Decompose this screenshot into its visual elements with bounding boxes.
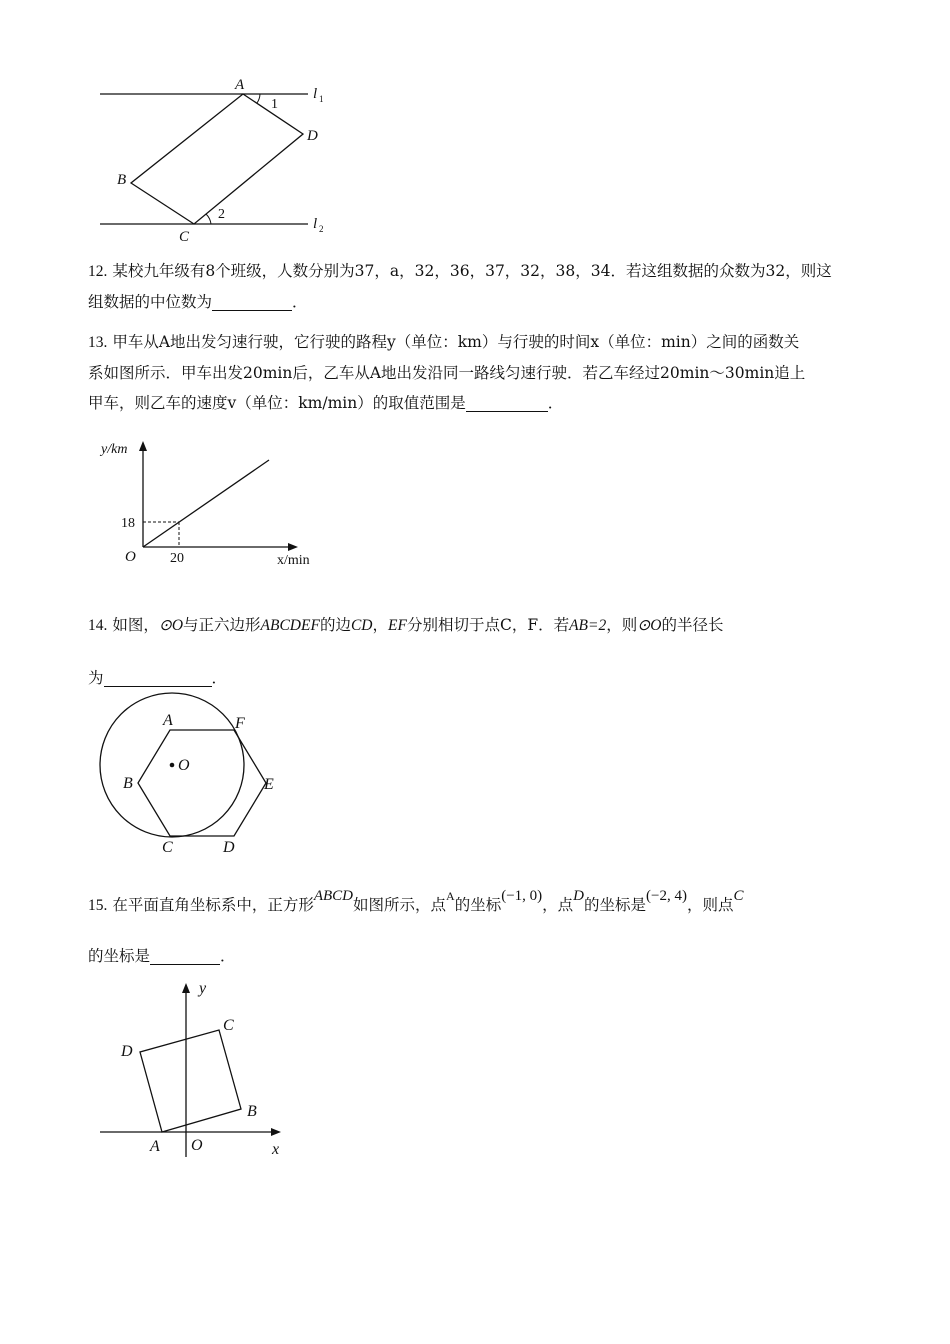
y-axis-label: y/km <box>101 442 128 457</box>
label-B: B <box>117 172 127 188</box>
q13-end: ． <box>547 394 564 412</box>
q15-point-c: C <box>733 888 744 904</box>
label-E: E <box>264 776 274 793</box>
q14-comma: ， <box>372 616 389 634</box>
q15-text-2: 的坐标是 <box>88 947 151 965</box>
q14-answer-blank[interactable] <box>104 668 212 687</box>
label-l2: l <box>313 216 318 232</box>
label-A: A <box>150 1138 160 1155</box>
q14-text-a: 与正六边形 <box>183 616 261 634</box>
question-13 <box>88 327 868 418</box>
q15-line-1 <box>88 890 868 921</box>
label-D: D <box>121 1043 133 1060</box>
q14-side1: CD <box>350 617 373 634</box>
label-A: A <box>235 77 245 93</box>
q14-prefix: 如图， <box>112 616 159 634</box>
label-l1-sub: 1 <box>319 94 324 104</box>
center-dot <box>170 763 175 768</box>
q14-circle-symbol-2: ⊙O <box>637 617 662 634</box>
q14-text-e: 的半径长 <box>661 616 724 634</box>
origin-label: O <box>125 549 136 565</box>
y-axis-arrow <box>182 983 190 993</box>
q15-square: ABCD <box>313 888 353 904</box>
q14-text-d: ，则 <box>606 616 638 634</box>
x-axis-label: x/min <box>277 553 310 568</box>
q12-end: ． <box>292 293 308 311</box>
question-15 <box>88 890 868 971</box>
q14-text-c: 分别相切于点C，F．若 <box>406 616 570 634</box>
y-tick-18: 18 <box>121 516 135 531</box>
q14-text-b: 的边 <box>319 616 351 634</box>
x-tick-20: 20 <box>170 551 184 566</box>
label-x: x <box>272 1141 280 1158</box>
q13-number: 13. <box>88 334 108 351</box>
hexagon-abcdef <box>138 730 266 836</box>
q15-number: 15. <box>88 897 108 914</box>
label-C: C <box>223 1017 234 1034</box>
parallelogram-abcd <box>131 94 303 224</box>
q15-point-a: A <box>446 889 455 903</box>
q15-text-e: 的坐标是 <box>584 896 647 914</box>
q15-end: ． <box>220 947 236 965</box>
q14-hexagon: ABCDEF <box>260 617 320 634</box>
label-l1: l <box>313 86 318 102</box>
q14-number: 14. <box>88 617 108 634</box>
q13-answer-blank[interactable] <box>466 393 548 412</box>
label-B: B <box>123 775 133 792</box>
q13-text-1: 甲车从A地出发匀速行驶，它行驶的路程y（单位：km）与行驶的时间x（单位：min）之间的函数关 <box>112 333 800 351</box>
q13-text-3: 甲车，则乙车的速度v（单位：km/min）的取值范围是 <box>88 394 466 412</box>
q14-text-2: 为 <box>88 669 104 687</box>
figure-circle-hexagon <box>90 695 290 860</box>
angle-1-arc <box>257 94 260 103</box>
label-y: y <box>199 980 207 997</box>
label-F: F <box>235 715 245 732</box>
q13-text-2: 系如图所示．甲车出发20min后，乙车从A地出发沿同一路线匀速行驶．若乙车经过20min～30min追上 <box>88 364 806 382</box>
q12-line-1 <box>88 256 868 287</box>
label-B: B <box>247 1103 257 1120</box>
label-l2-sub: 2 <box>319 224 324 234</box>
q14-condition: AB=2 <box>569 617 607 634</box>
q14-line-1 <box>88 610 868 641</box>
label-O: O <box>178 757 190 774</box>
q15-line-2 <box>88 941 868 971</box>
x-axis-arrow <box>271 1128 281 1136</box>
q15-coord-d: (−2, 4) <box>646 888 687 904</box>
q12-number: 12. <box>88 263 108 280</box>
label-O: O <box>191 1137 203 1154</box>
label-D: D <box>223 839 235 856</box>
q15-text-f: ，则点 <box>686 896 734 914</box>
y-axis-arrow <box>139 441 147 451</box>
label-C: C <box>162 839 173 856</box>
q13-line-1 <box>88 327 868 358</box>
distance-line <box>143 460 269 547</box>
label-A: A <box>163 712 173 729</box>
label-C: C <box>179 229 190 245</box>
q12-line-2 <box>88 287 868 317</box>
q15-answer-blank[interactable] <box>150 946 220 965</box>
figure-distance-time-graph <box>92 435 332 575</box>
q15-text-b: 如图所示，点 <box>353 896 447 914</box>
q15-text-a: 在平面直角坐标系中，正方形 <box>112 896 314 914</box>
question-14 <box>88 610 868 693</box>
q13-line-2 <box>88 358 868 388</box>
angle-2-arc <box>206 214 211 224</box>
figure-coordinate-square <box>95 975 295 1165</box>
q15-text-d: ，点 <box>542 896 574 914</box>
figure-parallel-lines <box>90 72 350 252</box>
q14-end: ． <box>211 669 228 687</box>
q14-circle-symbol: ⊙O <box>158 617 184 634</box>
q15-coord-a: (−1, 0) <box>501 888 543 904</box>
q15-point-d: D <box>573 888 585 904</box>
label-angle-2: 2 <box>218 207 225 222</box>
question-12 <box>88 256 868 317</box>
q12-text-1: 某校九年级有8个班级，人数分别为37，a，32，36，37，32，38，34．若这组数据的众数为32，则这 <box>112 262 832 280</box>
q14-line-2 <box>88 663 868 693</box>
q13-line-3 <box>88 388 868 418</box>
q12-text-2: 组数据的中位数为 <box>88 293 213 311</box>
q15-text-c: 的坐标 <box>454 896 502 914</box>
q12-answer-blank[interactable] <box>212 292 292 311</box>
label-D: D <box>307 128 318 144</box>
x-axis-arrow <box>288 543 298 551</box>
label-angle-1: 1 <box>271 97 278 112</box>
square-abcd <box>140 1030 241 1132</box>
q14-side2: EF <box>388 617 407 634</box>
